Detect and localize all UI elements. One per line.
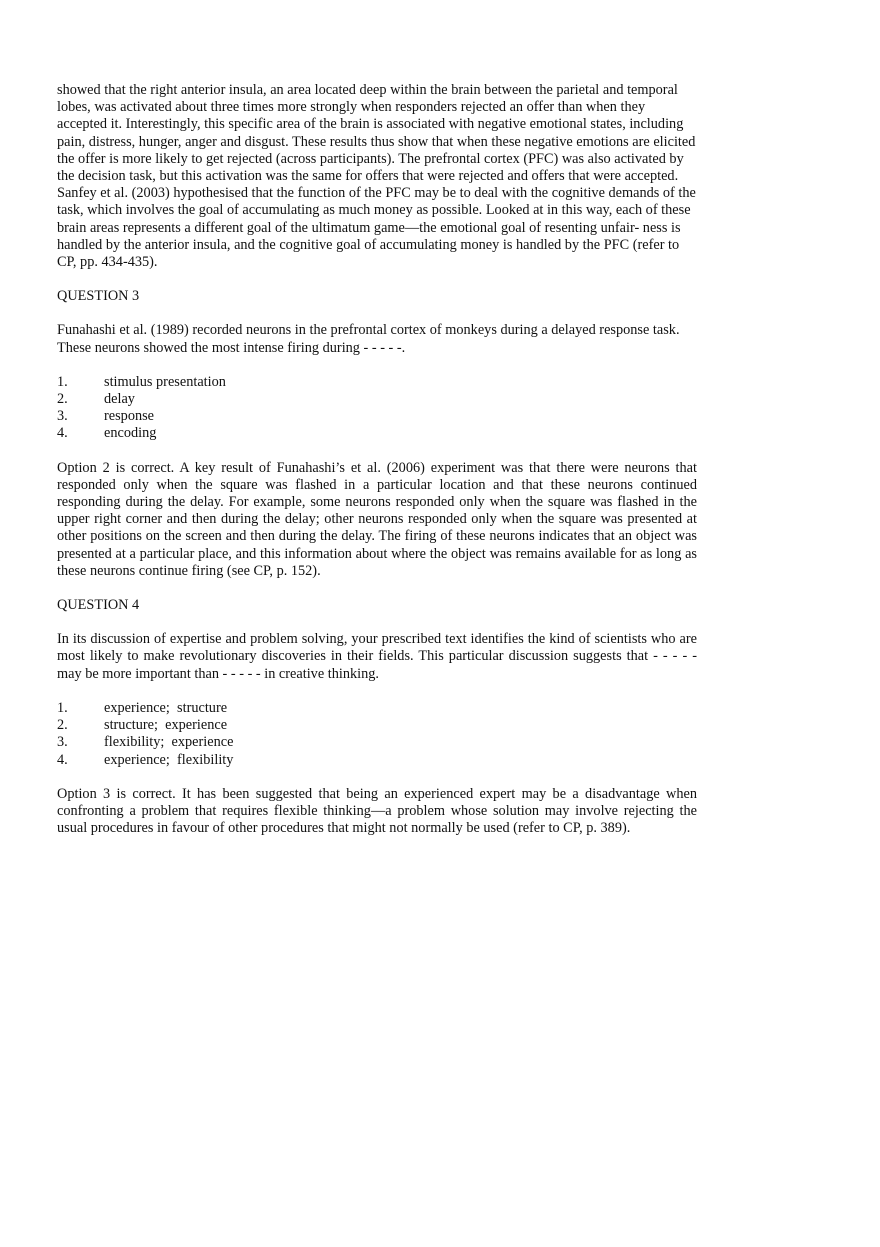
document-body bbox=[57, 82, 697, 837]
option-item bbox=[57, 391, 697, 408]
option-text: response bbox=[104, 408, 155, 425]
option-number: 4. bbox=[57, 425, 68, 442]
option-text: experience; flexibility bbox=[104, 751, 234, 768]
option-number: 4. bbox=[57, 751, 68, 768]
answer-explanation: Option 2 is correct. A key result of Funahashi’s et al. (2006) experiment was that there were neurons that responded only when the square was flashed in a particular location and that these neurons continued responding during the delay. For example, some neurons responded only when the square was flashed in the upper right corner and then during the delay; other neurons responded only when the square was presented at other positions on the screen and then during the delay. The firing of these neurons indicates that an object was presented at a particular place, and this information about where the object was remains available for as long as these neurons continue firing (see CP, p. 152). bbox=[57, 459, 697, 579]
option-text: flexibility; experience bbox=[104, 734, 234, 751]
option-text: experience; structure bbox=[104, 699, 228, 716]
option-text: delay bbox=[104, 391, 135, 408]
question-4 bbox=[57, 597, 697, 837]
option-item bbox=[57, 752, 697, 769]
option-item bbox=[57, 734, 697, 751]
option-number: 1. bbox=[57, 373, 68, 390]
answer-explanation: Option 3 is correct. It has been suggested that being an experienced expert may be a disadvantage when confronting a problem that requires flexible thinking—a problem whose solution may involve rejecting the usual procedures in favour of other procedures that might not normally be used (refer to CP, p. 389). bbox=[57, 785, 697, 837]
option-item bbox=[57, 425, 697, 442]
option-item bbox=[57, 374, 697, 391]
question-heading: QUESTION 3 bbox=[57, 288, 140, 305]
option-text: encoding bbox=[104, 425, 157, 442]
option-number: 2. bbox=[57, 391, 68, 408]
options-list bbox=[57, 700, 697, 769]
option-number: 2. bbox=[57, 717, 68, 734]
option-text: stimulus presentation bbox=[104, 373, 226, 390]
option-number: 3. bbox=[57, 734, 68, 751]
question-stem: In its discussion of expertise and problem solving, your prescribed text identifies the kind of scientists who are most likely to make revolutionary discoveries in their fields. This particular discussion suggests that - - - - - may be more important than - - - - - in creative thinking. bbox=[57, 631, 697, 682]
option-number: 3. bbox=[57, 408, 68, 425]
option-text: structure; experience bbox=[104, 717, 228, 734]
question-heading: QUESTION 4 bbox=[57, 597, 140, 614]
options-list bbox=[57, 374, 697, 443]
question-stem: Funahashi et al. (1989) recorded neurons in the prefrontal cortex of monkeys during a delayed response task. These neurons showed the most intense firing during - - - - -. bbox=[57, 322, 680, 356]
option-item bbox=[57, 408, 697, 425]
option-number: 1. bbox=[57, 699, 68, 716]
question-3 bbox=[57, 288, 697, 580]
option-item bbox=[57, 717, 697, 734]
option-item bbox=[57, 700, 697, 717]
intro-paragraph: showed that the right anterior insula, an area located deep within the brain between the parietal and temporal lobes, was activated about three times more strongly when responders rejected an offer than when they accepted it. Interestingly, this specific area of the brain is associated with negative emotional states, including pain, distress, hunger, anger and disgust. These results thus show that when these negative emotions are elicited the offer is more likely to get rejected (across participants). The prefrontal cortex (PFC) was also activated by the decision task, but this activation was the same for offers that were rejected and offers that were accepted. Sanfey et al. (2003) hypothesised that the function of the PFC may be to deal with the cognitive demands of the task, which involves the goal of accumulating as much money as possible. Looked at in this way, each of these brain areas represents a different goal of the ultimatum game—the emotional goal of resenting unfair- ness is handled by the anterior insula, and the cognitive goal of accumulating money is handled by the PFC (refer to CP, pp. 434-435). bbox=[57, 82, 696, 271]
